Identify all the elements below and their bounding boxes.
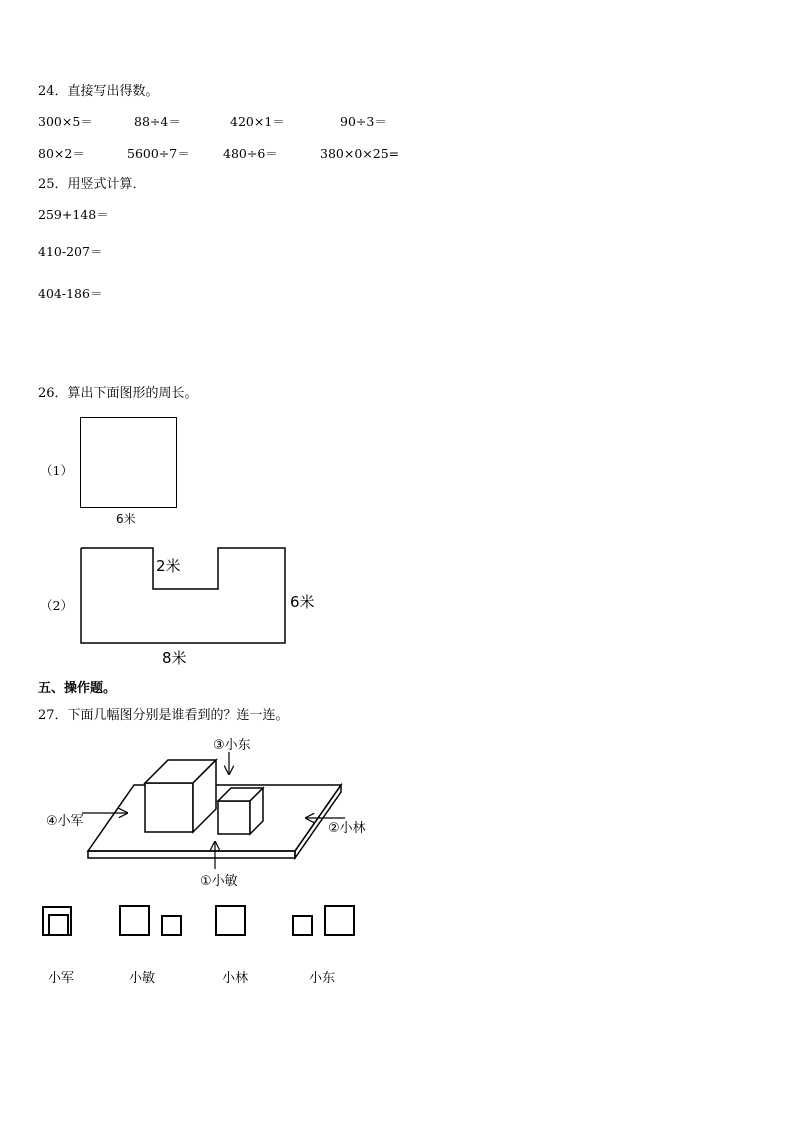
q26-fig2-label: （2）	[40, 598, 73, 613]
q25-title: 25．用竖式计算．	[38, 177, 146, 192]
viewer-right-label: ②小林	[328, 821, 366, 836]
name-4: 小东	[309, 971, 336, 986]
q24-r1-c4: 90÷3＝	[340, 114, 387, 129]
name-1: 小军	[48, 971, 75, 986]
q25-item-1: 259+148＝	[38, 207, 109, 222]
q26-fig2-notch: 2米	[156, 557, 181, 575]
q26-title: 26．算出下面图形的周长。	[38, 386, 198, 401]
viewer-left-label: ④小军	[46, 814, 84, 829]
q25-item-3: 404-186＝	[38, 286, 103, 301]
view-option-2	[120, 906, 181, 935]
view-option-4	[293, 906, 354, 935]
q27-title: 27．下面几幅图分别是谁看到的？连一连。	[38, 708, 289, 723]
q24-title: 24．直接写出得数。	[38, 84, 159, 99]
q24-r1-c2: 88÷4＝	[134, 114, 181, 129]
q26-fig1-side: 6米	[116, 512, 136, 526]
q26-fig2-height: 6米	[290, 593, 315, 611]
q25-item-2: 410-207＝	[38, 244, 103, 259]
name-3: 小林	[222, 971, 249, 986]
view-option-3	[216, 906, 245, 935]
name-2: 小敏	[129, 971, 156, 986]
q24-r2-c4: 380×0×25=	[320, 146, 400, 161]
q24-r2-c2: 5600÷7＝	[127, 146, 190, 161]
q24-r1-c3: 420×1＝	[230, 114, 285, 129]
q26-fig1-label: （1）	[40, 463, 73, 478]
viewer-bottom-label: ①小敏	[200, 874, 238, 889]
q24-r1-c1: 300×5＝	[38, 114, 93, 129]
view-option-1	[43, 907, 71, 935]
q26-fig2-width: 8米	[162, 649, 187, 667]
q24-r2-c3: 480÷6＝	[223, 146, 278, 161]
q24-r2-c1: 80×2＝	[38, 146, 85, 161]
section5-title: 五、操作题。	[38, 681, 117, 696]
viewer-top-label: ③小东	[213, 738, 251, 753]
